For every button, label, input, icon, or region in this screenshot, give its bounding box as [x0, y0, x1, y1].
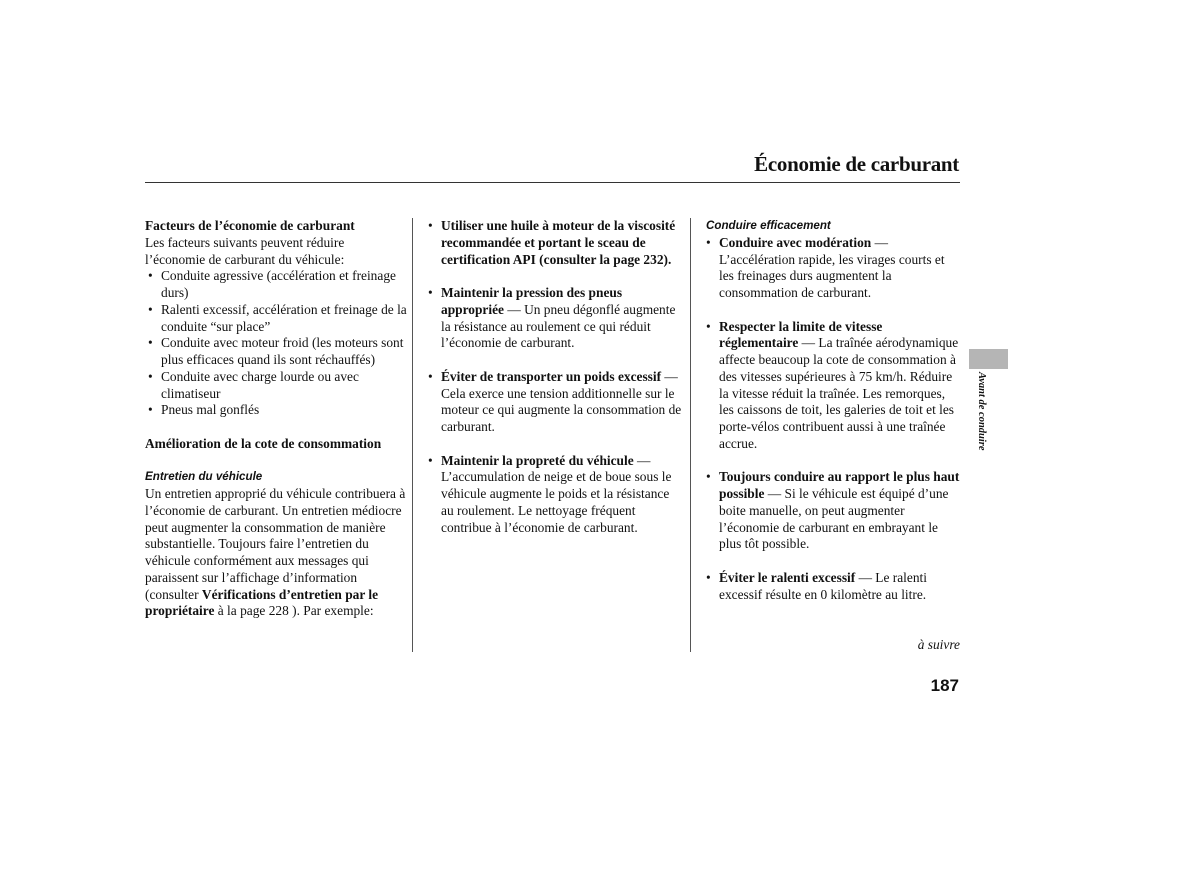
column-3: [706, 218, 962, 603]
section-tab: [969, 349, 1008, 369]
list-item: • Maintenir la propreté du véhicule — L’accumulation de neige et de boue sous le véhicule augmente le poids et la résistance au roulement. Le nettoyage fréquent contribue à l’économie de carburant.: [428, 452, 672, 535]
list-item: • Conduire avec modération — L’accélération rapide, les virages courts et les freinages durs augmentent la consommation de carburant.: [706, 234, 945, 300]
section-heading-factors: Facteurs de l’économie de carburant: [145, 218, 355, 233]
page-title: Économie de carburant: [754, 152, 959, 176]
list-item: • Respecter la limite de vitesse réglementaire — La traînée aérodynamique affecte beaucoup la cote de consommation à des vitesses supérieures à 75 km/h. Réduire la vitesse réduit la traînée. Les remorques, les caissons de toit, les galeries de toit et les porte-vélos contribuent aussi à une traînée accrue.: [706, 318, 959, 451]
title-rule: [145, 182, 960, 183]
page-number: 187: [930, 676, 959, 695]
list-item: • Conduite avec charge lourde ou avec climatiseur: [148, 368, 359, 401]
bullet-icon: •: [148, 368, 153, 384]
column-divider-2: [690, 218, 691, 652]
column-1: [145, 218, 407, 620]
bullet-icon: •: [428, 285, 433, 300]
bullet-icon: •: [706, 469, 711, 485]
bullet-icon: •: [148, 301, 153, 317]
list-item: • Éviter le ralenti excessif — Le ralenti excessif résulte en 0 kilomètre au litre.: [706, 569, 927, 602]
section-heading-improvement: Amélioration de la cote de consommation: [145, 435, 382, 451]
continued-label: à suivre: [917, 637, 960, 652]
subheading-efficient-driving: Conduire efficacement: [706, 219, 831, 232]
bullet-icon: •: [148, 335, 153, 351]
bullet-icon: •: [428, 368, 433, 384]
column-divider-1: [412, 218, 413, 652]
subheading-maintenance: Entretien du véhicule: [145, 470, 263, 484]
bullet-icon: •: [428, 452, 433, 468]
list-item: • Toujours conduire au rapport le plus haut possible — Si le véhicule est équipé d’une boite manuelle, on peut augmenter l’économie de carburant en embrayant le plus tôt possible.: [706, 469, 960, 552]
bullet-icon: •: [706, 234, 711, 250]
bullet-icon: •: [706, 318, 711, 334]
maintenance-paragraph: Un entretien approprié du véhicule contribuera à l’économie de carburant. Un entretien médiocre peut augmenter la consommation de manière substantielle. Toujours faire l’entretien du véhicule conformément aux messages qui paraissent sur l’affichage d’information (consulter Vérifications d’entretien par le propriétaire à la page 228 ). Par exemple:: [145, 486, 406, 619]
list-item: • Ralenti excessif, accélération et freinage de la conduite “sur place”: [148, 301, 407, 334]
bullet-icon: •: [148, 268, 153, 284]
list-item: • Maintenir la pression des pneus appropriée — Un pneu dégonflé augmente la résistance au roulement ce qui réduit l’économie de carburant.: [428, 285, 676, 351]
column-2: [428, 218, 684, 536]
list-item: • Conduite avec moteur froid (les moteurs sont plus efficaces quand ils sont réchauffés): [148, 335, 404, 367]
list-item: • Éviter de transporter un poids excessif — Cela exerce une tension additionnelle sur le moteur ce qui augmente la consommation de carburant.: [428, 368, 682, 434]
bullet-icon: •: [428, 218, 433, 233]
list-item: • Utiliser une huile à moteur de la viscosité recommandée et portant le sceau de certification API (consulter la page 232).: [428, 218, 676, 267]
maintenance-reference: Vérifications d’entretien par le propriétaire: [145, 586, 379, 619]
list-item: • Pneus mal gonflés: [148, 402, 260, 418]
bullet-icon: •: [148, 402, 153, 418]
bullet-icon: •: [706, 569, 711, 585]
list-item: • Conduite agressive (accélération et freinage durs): [148, 268, 396, 300]
intro-paragraph: Les facteurs suivants peuvent réduire l’économie de carburant du véhicule:: [145, 234, 345, 267]
section-tab-label: Avant de conduire: [976, 372, 987, 451]
